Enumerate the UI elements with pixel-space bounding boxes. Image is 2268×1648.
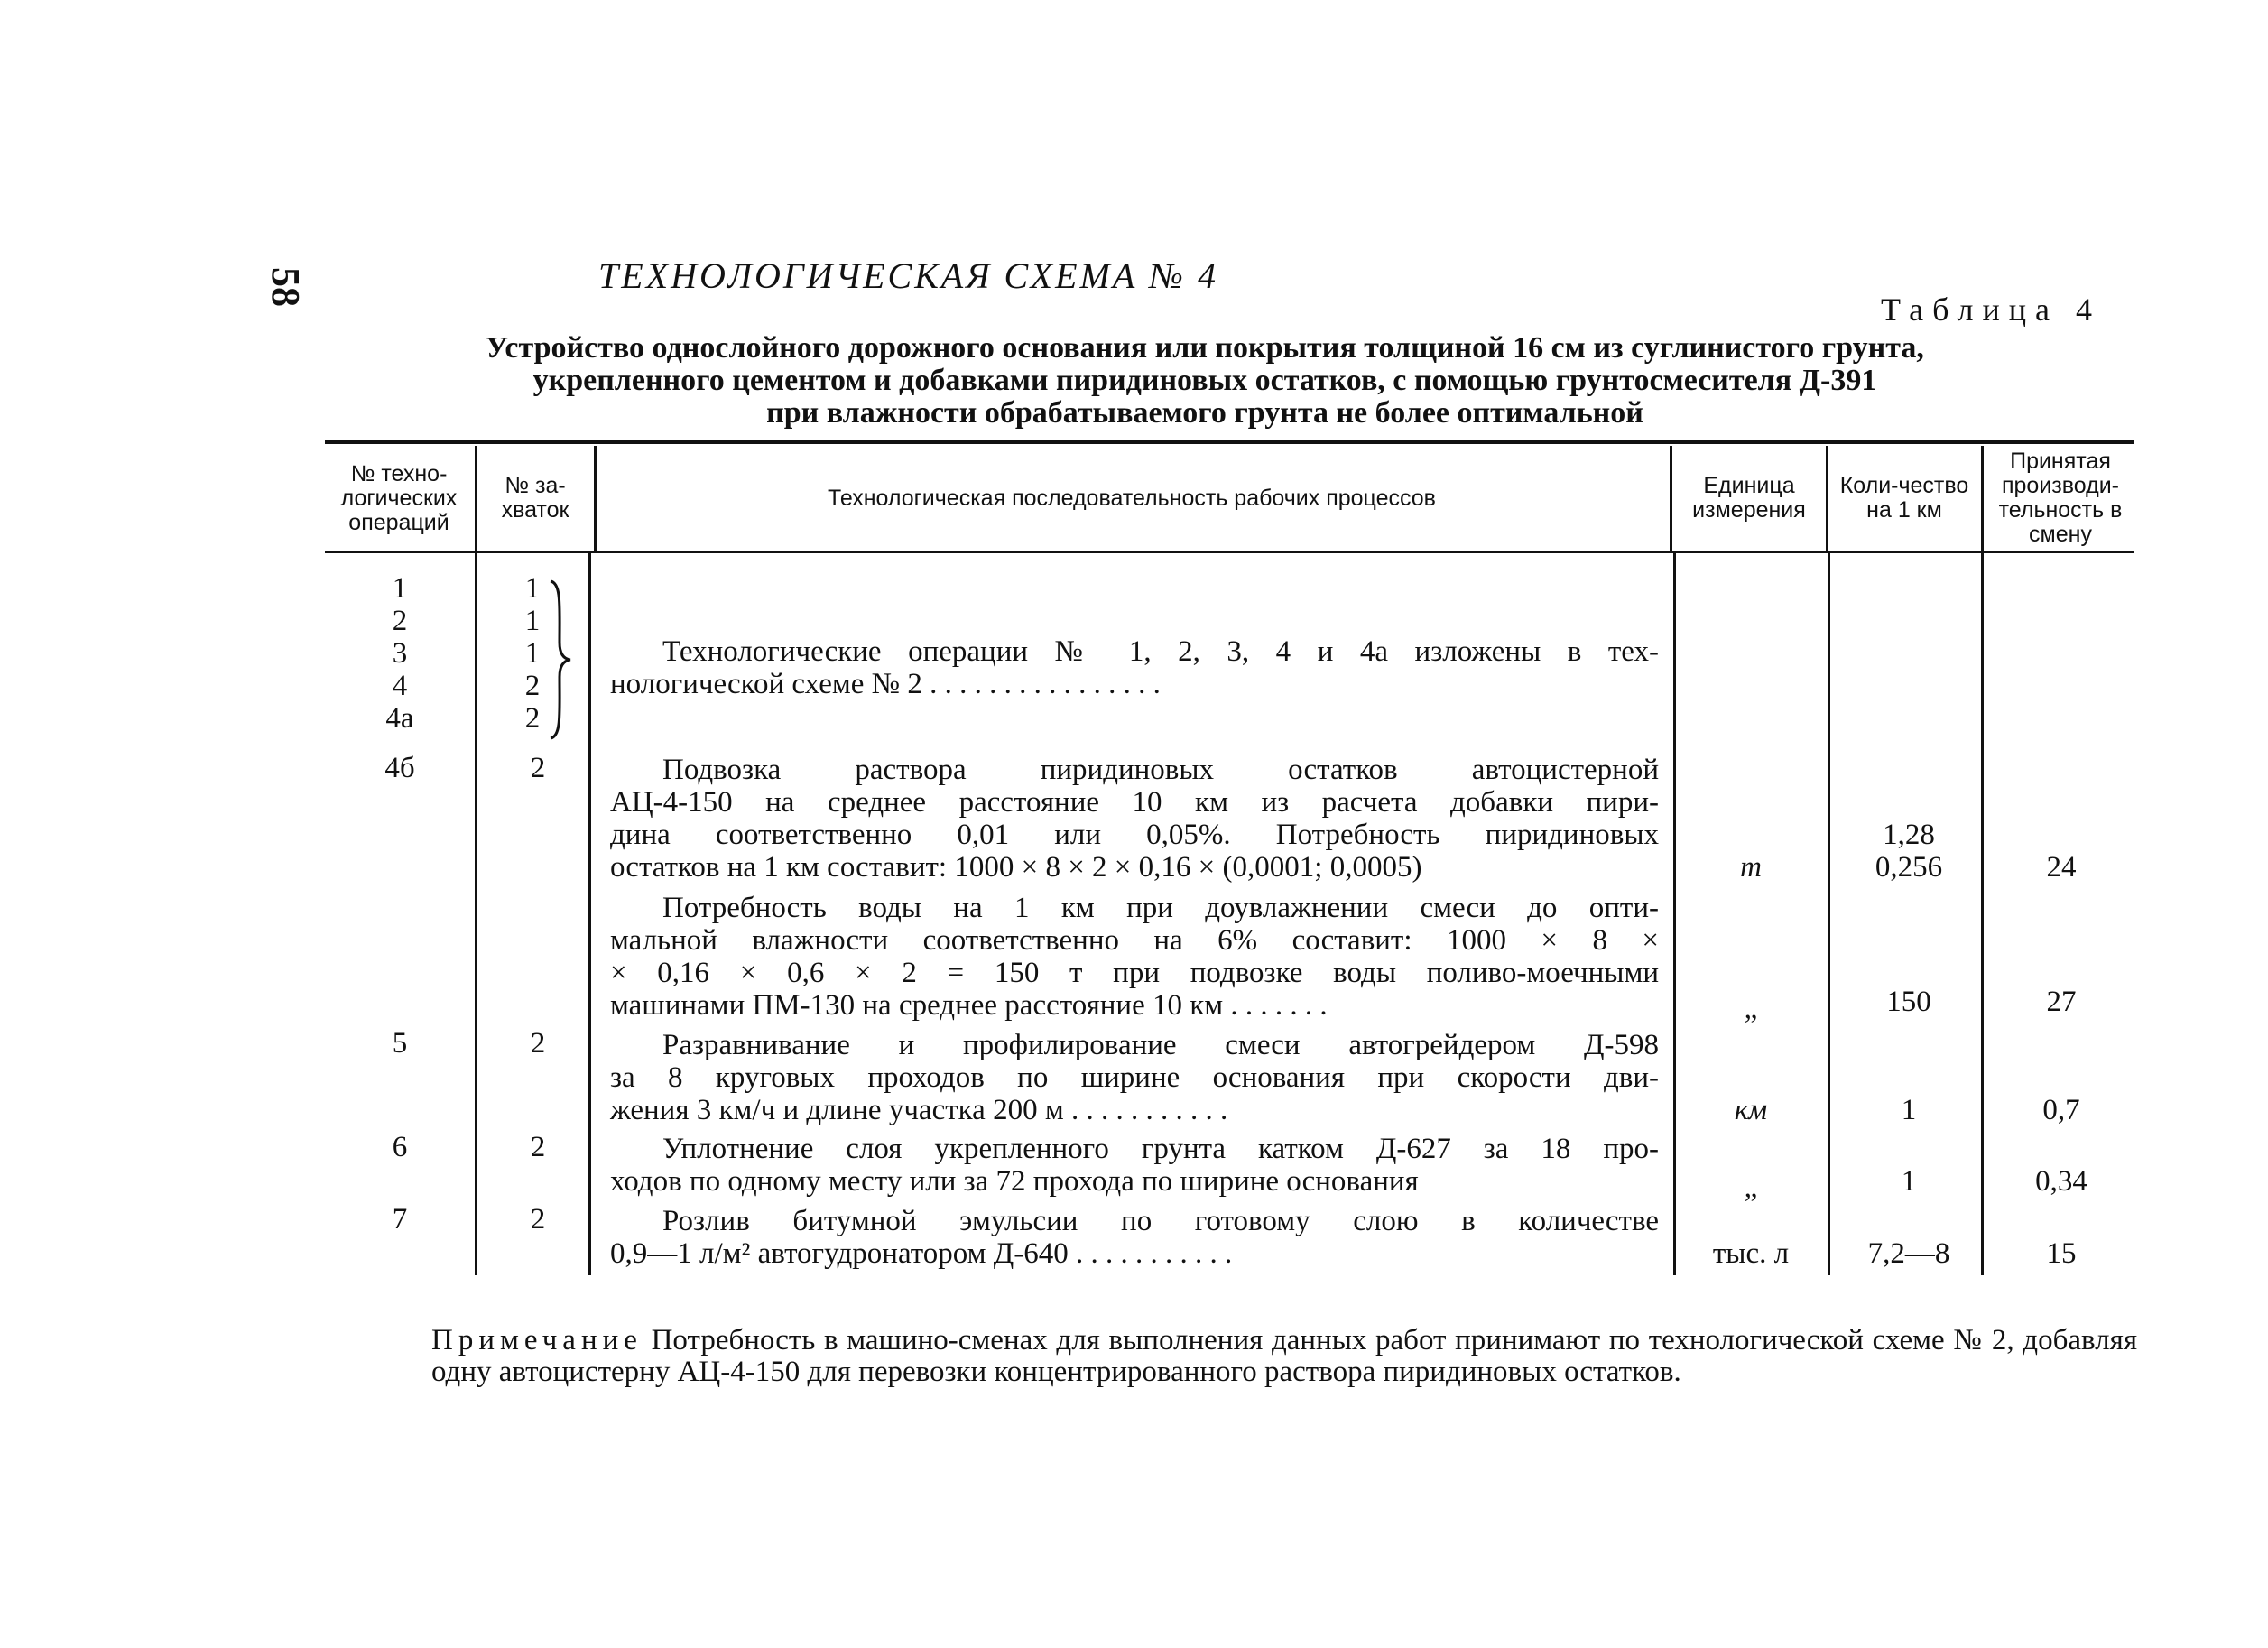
zahvatka-number: 1 — [524, 637, 541, 670]
unit-value: тыс. л — [1712, 1237, 1790, 1270]
column-divider — [475, 446, 477, 551]
op-number: 4 — [392, 670, 408, 702]
zahvatka-number: 1 — [524, 572, 541, 605]
column-divider — [1826, 446, 1828, 551]
table-header-rule — [325, 551, 2134, 553]
caption-line: укрепленного цементом и добавками пиридиновых остатков, с помощью грунтосмесителя Д-391 — [532, 364, 1877, 397]
qty-value: 0,256 — [1875, 851, 1943, 884]
op-number: 1 — [392, 572, 408, 605]
row-text-line: Потребность воды на 1 км при доувлажнении смеси до опти- — [662, 892, 1659, 924]
zahvatka-number: 2 — [530, 752, 546, 784]
unit-value: „ — [1744, 993, 1758, 1025]
op-number: 5 — [392, 1027, 408, 1060]
zahvatka-number: 2 — [530, 1203, 546, 1236]
group1-text-line: нологической схеме № 2 . . . . . . . . . . . . . . . . — [610, 668, 1161, 700]
table-label: Таблица 4 — [1881, 292, 2101, 328]
qty-value: 150 — [1886, 986, 1931, 1018]
column-divider — [1670, 446, 1672, 551]
group-brace — [547, 579, 574, 740]
group1-text-line: Технологические операции № 1, 2, 3, 4 и 4а изложены в тех- — [662, 635, 1659, 668]
header-unit: Единица измерения — [1692, 473, 1806, 523]
row-text-line: остатков на 1 км составит: 1000 × 8 × 2 × 0,16 × (0,0001; 0,0005) — [610, 851, 1422, 884]
row-text-line: ходов по одному месту или за 72 прохода по ширине основания — [610, 1165, 1419, 1198]
op-number: 2 — [392, 605, 408, 637]
row-text-line: АЦ-4-150 на среднее расстояние 10 км из расчета добавки пири- — [610, 786, 1659, 819]
productivity-value: 15 — [2046, 1237, 2077, 1270]
column-divider — [594, 446, 597, 551]
op-number: 6 — [392, 1131, 408, 1163]
caption-line: Устройство однослойного дорожного основания или покрытия толщиной 16 см из суглинистого грунта, — [486, 331, 1924, 365]
row-text-line: за 8 круговых проходов по ширине основания при скорости дви- — [610, 1061, 1659, 1094]
productivity-value: 27 — [2046, 986, 2077, 1018]
row-text-line: Уплотнение слоя укрепленного грунта катком Д-627 за 18 про- — [662, 1133, 1659, 1165]
column-divider — [1828, 553, 1830, 1275]
productivity-value: 0,34 — [2035, 1165, 2087, 1198]
zahvatka-number: 2 — [530, 1131, 546, 1163]
row-text-line: Розлив битумной эмульсии по готовому слою в количестве — [662, 1205, 1659, 1237]
zahvatka-number: 2 — [530, 1027, 546, 1060]
unit-value: т — [1740, 851, 1762, 884]
header-qty: Коли-чество на 1 км — [1839, 473, 1969, 523]
op-number: 4а — [385, 702, 414, 735]
qty-value: 1 — [1901, 1165, 1917, 1198]
qty-value: 1 — [1901, 1094, 1917, 1126]
page-number: 58 — [264, 267, 308, 307]
op-number: 4б — [384, 752, 415, 784]
row-text-line: 0,9—1 л/м² автогудронатором Д-640 . . . . . . . . . . . — [610, 1237, 1233, 1270]
productivity-value: 0,7 — [2042, 1094, 2080, 1126]
qty-value: 7,2—8 — [1867, 1237, 1950, 1270]
header-productivity: Принятая производи-тельность в смену — [1998, 449, 2123, 547]
group1-op-numbers — [327, 572, 473, 735]
unit-value: км — [1734, 1094, 1768, 1126]
qty-value: 1,28 — [1883, 819, 1935, 851]
zahvatka-number: 2 — [524, 702, 541, 735]
unit-value: „ — [1744, 1171, 1758, 1204]
column-divider — [475, 553, 477, 1275]
header-zahvatok: № за-хваток — [501, 473, 569, 523]
op-number: 7 — [392, 1203, 408, 1236]
table-top-rule — [325, 440, 2134, 444]
op-number: 3 — [392, 637, 408, 670]
column-divider — [1673, 553, 1676, 1275]
header-sequence: Технологическая последовательность рабочих процессов — [828, 485, 1436, 511]
column-divider — [588, 553, 591, 1275]
column-divider — [1981, 446, 1984, 551]
productivity-value: 24 — [2046, 851, 2077, 884]
row-text-line: Подвозка раствора пиридиновых остатков автоцистерной — [662, 754, 1659, 786]
table-note — [431, 1325, 2137, 1388]
scheme-title: ТЕХНОЛОГИЧЕСКАЯ СХЕМА № 4 — [598, 255, 1218, 296]
header-op-no: № техно-логических операций — [340, 460, 458, 535]
row-text-line: жения 3 км/ч и длине участка 200 м . . . . . . . . . . . — [610, 1094, 1228, 1126]
note-label: Примечание — [431, 1324, 643, 1356]
row-text-line: мальной влажности соответственно на 6% составит: 1000 × 8 × — [610, 924, 1659, 957]
row-text-line: × 0,16 × 0,6 × 2 = 150 т при подвозке воды поливо-моечными — [610, 957, 1659, 989]
row-text-line: дина соответственно 0,01 или 0,05%. Потребность пиридиновых — [610, 819, 1659, 851]
zahvatka-number: 2 — [524, 670, 541, 702]
zahvatka-number: 1 — [524, 605, 541, 637]
note-text: Потребность в машино-сменах для выполнения данных работ принимают по технологической схеме № 2, добавляя одну автоцистерну АЦ-4-150 для перевозки концентрированного раствора пиридиновых остатков. — [431, 1324, 2138, 1388]
caption-line: при влажности обрабатываемого грунта не более оптимальной — [766, 396, 1643, 430]
table-caption — [325, 332, 2085, 430]
row-text-line: машинами ПМ-130 на среднее расстояние 10 км . . . . . . . — [610, 989, 1328, 1022]
row-text-line: Разравнивание и профилирование смеси автогрейдером Д-598 — [662, 1029, 1659, 1061]
